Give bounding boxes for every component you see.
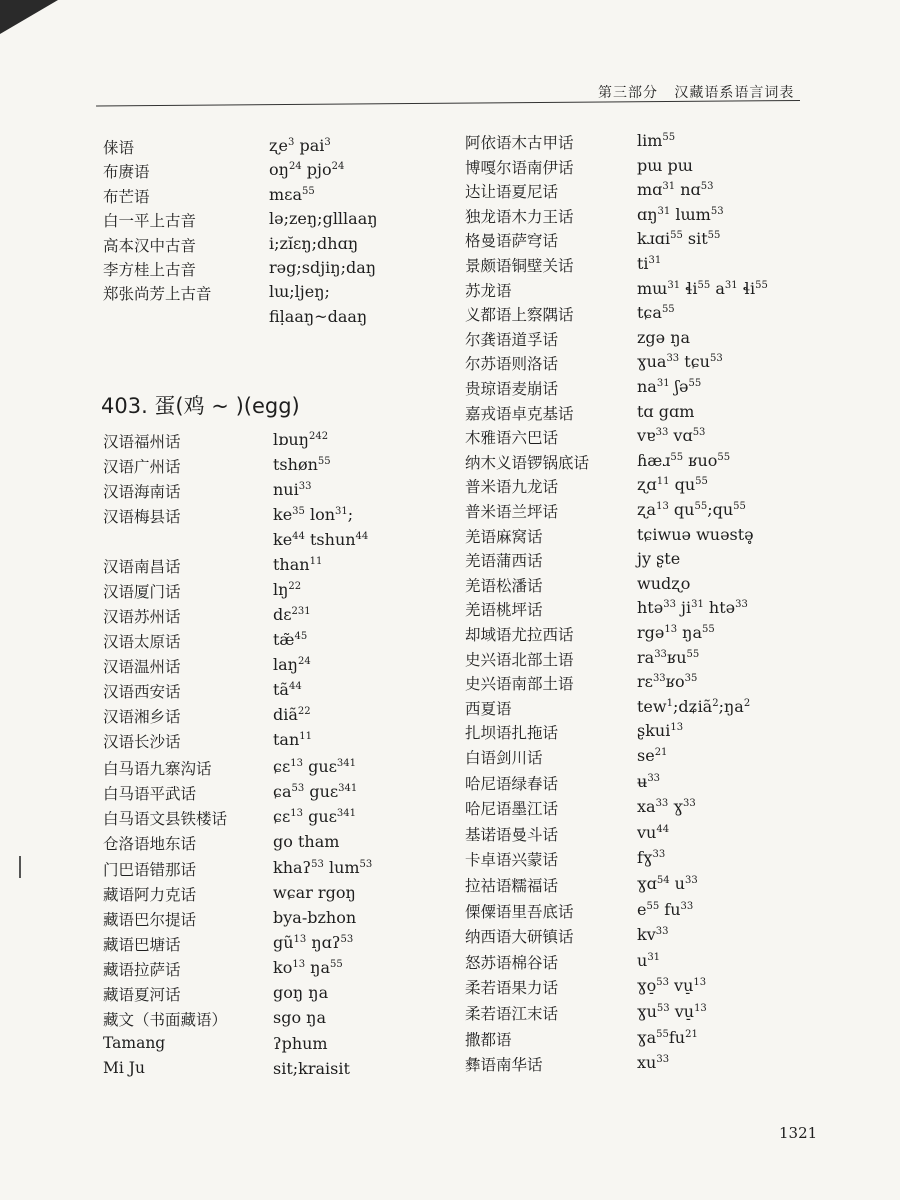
word-form: jy ʂte — [637, 549, 681, 569]
word-form: tɕiwuə wuəstə̥ — [637, 524, 754, 544]
language-name: 汉语广州话 — [103, 458, 181, 476]
header-title: 汉藏语系语言词表 — [674, 85, 795, 101]
word-form: $ke^{35}$ lon$^{31}$; — [273, 505, 354, 524]
word-form: ɑŋ$^{31}$ lɯm$^{53}$ — [637, 204, 724, 224]
page-corner-shadow — [0, 0, 58, 34]
language-name: Tamang — [103, 1033, 166, 1052]
word-form: ɣɑ$^{54}$ $u^{33}$ — [637, 874, 698, 893]
word-form: rgə$^{13}$ $ŋa^{55}$ — [637, 623, 715, 642]
word-form: ɕɛ$^{13}$ guɛ$^{341}$ — [273, 807, 356, 827]
word-form: dɛ$^{231}$ — [273, 605, 311, 624]
language-name: 嘉戎语卓克基话 — [465, 404, 574, 423]
word-form: tɕa$^{55}$ — [637, 303, 675, 323]
word-form: tshøn$^{55}$ — [273, 455, 331, 474]
language-name: 尔龚语道孚话 — [465, 330, 559, 349]
language-name: 藏语巴尔提话 — [103, 910, 197, 929]
language-name: 达让语夏尼话 — [465, 183, 559, 202]
language-name: 白马语文县铁楼话 — [103, 810, 228, 829]
word-form: kɹɑi$^{55}$ sit$^{55}$ — [637, 229, 721, 249]
language-name: 白一平上古音 — [103, 212, 197, 231]
word-form: $u^{31}$ — [637, 950, 661, 970]
language-name: 郑张尚芳上古音 — [103, 285, 212, 304]
word-form: lɒuŋ$^{242}$ — [273, 430, 329, 449]
language-name: 拉祜语糯福话 — [465, 877, 559, 895]
language-name: 汉语西安话 — [103, 683, 181, 701]
word-form: $ra^{33}ʁu^{55}$ — [637, 647, 700, 667]
word-form: rɛ$^{33}$ʁo$^{35}$ — [637, 672, 698, 692]
running-header — [598, 82, 794, 102]
word-form: ɕɛ$^{13}$ guɛ$^{341}$ — [273, 756, 356, 776]
word-form: $se^{21}$ — [637, 746, 668, 765]
word-form: mɛa$^{55}$ — [269, 184, 315, 204]
language-name: 卡卓语兴蒙话 — [465, 851, 559, 870]
word-form: $xa^{33}$ ɣ$^{33}$ — [637, 797, 696, 817]
word-form: vɐ$^{33}$ vɑ$^{53}$ — [637, 426, 706, 446]
word-form: zgə ŋa — [637, 327, 691, 347]
word-form: $ti^{31}$ — [637, 254, 662, 273]
language-name: 却域语尤拉西话 — [465, 626, 574, 644]
word-form: $oŋ^{24}$ pjo$^{24}$ — [269, 160, 345, 180]
language-name: 纳木义语锣锅底话 — [465, 453, 590, 472]
word-form: lə;zeŋ;glllaaŋ — [269, 209, 378, 229]
language-name: 阿依语木古甲话 — [465, 134, 574, 152]
language-name: 汉语福州话 — [103, 433, 181, 451]
language-name: Mi Ju — [103, 1058, 145, 1077]
header-part: 第三部分 — [598, 85, 658, 101]
word-form: ɦæɹ$^{55}$ ʁuo$^{55}$ — [637, 450, 731, 470]
section-title: 403. 蛋(鸡 ~ )(egg) — [101, 394, 300, 418]
word-form: $tew^1;dʑiã^2;ŋa^2$ — [637, 696, 751, 716]
word-form: ɣo̠$^{53}$ vu̠$^{13}$ — [637, 976, 707, 996]
language-name: 史兴语北部土语 — [465, 650, 574, 669]
word-form: ɣu$^{53}$ vu̠$^{13}$ — [637, 1002, 707, 1021]
language-name: 贵琼语麦崩话 — [465, 380, 559, 398]
word-form: $xu^{33}$ — [637, 1053, 670, 1073]
word-form: $kv^{33}$ — [637, 925, 669, 945]
word-form: $na^{31}$ ʃə$^{55}$ — [637, 377, 702, 396]
word-form: $ko^{13}$ $ŋa^{55}$ — [273, 958, 343, 978]
language-name: 汉语厦门话 — [103, 583, 181, 601]
word-form: $vu^{44}$ — [637, 822, 670, 842]
word-form: $tã^{44}$ — [273, 680, 302, 699]
word-form: wudʐo — [637, 573, 691, 593]
word-form: pɯ pɯ — [637, 155, 693, 175]
language-name: 汉语梅县话 — [103, 508, 181, 526]
language-name: 俫语 — [103, 139, 135, 157]
language-name: 史兴语南部土语 — [465, 675, 574, 694]
language-name: 景颇语铜壁关话 — [465, 257, 574, 275]
language-name: 彝语南华话 — [465, 1056, 543, 1075]
word-form: $\lim^{55}$ — [637, 131, 676, 150]
language-name: 藏语拉萨话 — [103, 961, 181, 980]
word-form: lɯ;ljeŋ; — [269, 282, 330, 302]
language-name: 哈尼语绿春话 — [465, 774, 559, 793]
language-name: 藏文（书面藏语） — [103, 1011, 228, 1030]
word-form: laŋ$^{24}$ — [273, 655, 311, 674]
word-form: sgo ŋa — [273, 1008, 327, 1028]
word-form: $lŋ^{22}$ — [273, 580, 302, 599]
word-form: ɕa$^{53}$ guɛ$^{341}$ — [273, 782, 358, 802]
language-name: 仓洛语地东话 — [103, 835, 197, 854]
margin-mark — [19, 856, 21, 878]
word-form: diã$^{22}$ — [273, 705, 311, 724]
word-form: tɑ gɑm — [637, 401, 695, 421]
page-number: 1321 — [779, 1124, 818, 1142]
word-form: go tham — [273, 832, 340, 852]
language-name: 高本汉中古音 — [103, 236, 197, 255]
language-name: 羌语松潘话 — [465, 576, 543, 595]
language-name: 白马语平武话 — [103, 785, 197, 804]
language-name: 柔若语江末话 — [465, 1005, 559, 1023]
word-form: $ke^{44}$ tshun$^{44}$ — [273, 530, 369, 549]
language-name: 汉语海南话 — [103, 483, 181, 501]
language-name: 撒都语 — [465, 1030, 512, 1049]
language-name: 格曼语萨穹话 — [465, 232, 559, 251]
language-name: 柔若语果力话 — [465, 979, 559, 998]
language-name: 藏语巴塘话 — [103, 936, 181, 954]
language-name: 羌语麻窝话 — [465, 527, 543, 546]
language-name: 白语剑川话 — [465, 749, 543, 767]
header-rule — [96, 100, 800, 107]
language-name: 义都语上察隅话 — [465, 306, 574, 325]
word-form: ʂkui$^{13}$ — [637, 721, 684, 741]
word-form: ɣua$^{33}$ tɕu$^{53}$ — [637, 352, 723, 372]
word-form: khaʔ$^{53}$ lum$^{53}$ — [273, 857, 373, 877]
word-form: ʐa$^{13}$ $qu^{55};qu^{55}$ — [637, 500, 746, 519]
language-name: 汉语太原话 — [103, 633, 181, 651]
word-form: than$^{11}$ — [273, 555, 323, 574]
word-form: sit;kraisit — [273, 1058, 350, 1078]
language-name: 汉语苏州话 — [103, 608, 181, 626]
language-name: 博嘎尔语南伊话 — [465, 158, 574, 177]
language-name: 普米语兰坪话 — [465, 503, 559, 521]
language-name: 苏龙语 — [465, 281, 512, 300]
language-name: 藏语阿力克话 — [103, 885, 197, 904]
language-name: 哈尼语墨江话 — [465, 800, 559, 819]
language-name: 扎坝语扎拖话 — [465, 724, 559, 743]
language-name: 汉语湘乡话 — [103, 708, 181, 726]
word-form: bya-bzhon — [273, 907, 357, 927]
language-name: 尔苏语则洛话 — [465, 355, 559, 374]
language-name: 纳西语大研镇话 — [465, 928, 574, 947]
language-name: 汉语长沙话 — [103, 733, 181, 751]
word-form: $e^{55}$ $fu^{33}$ — [637, 899, 694, 919]
word-form: ʐe$^3$ pai$^3$ — [269, 136, 331, 155]
language-name: 普米语九龙话 — [465, 478, 559, 497]
language-name: 汉语南昌话 — [103, 558, 181, 576]
language-name: 木雅语六巴话 — [465, 429, 559, 448]
word-form: $\tan^{11}$ — [273, 730, 313, 749]
language-name: 布赓语 — [103, 163, 150, 182]
language-name: 布芒语 — [103, 187, 150, 206]
language-name: 傈僳语里吾底话 — [465, 902, 574, 921]
word-form: $ɣa^{55}fu^{21}$ — [637, 1027, 698, 1047]
word-form: ʉ$^{33}$ — [637, 771, 661, 791]
word-form: mɯ$^{31}$ ɬi$^{55}$ $a^{31}$ ɬi$^{55}$ — [637, 278, 768, 298]
language-name: 西夏语 — [465, 699, 512, 718]
word-form: nui$^{33}$ — [273, 480, 312, 499]
word-form: mɑ$^{31}$ nɑ$^{53}$ — [637, 180, 714, 200]
word-form: wɕar rgoŋ — [273, 882, 356, 902]
word-form: ʐɑ$^{11}$ $qu^{55}$ — [637, 475, 708, 495]
language-name: 羌语桃坪话 — [465, 601, 543, 620]
language-name: 白马语九寨沟话 — [103, 759, 212, 778]
word-form: rəg;sdjiŋ;daŋ — [269, 258, 377, 277]
language-name: 基诺语曼斗话 — [465, 825, 559, 844]
word-form: ʔphum — [273, 1033, 328, 1053]
language-name: 李方桂上古音 — [103, 261, 197, 279]
language-name: 羌语蒲西话 — [465, 552, 543, 571]
word-form: htə$^{33}$ $ji^{31}$ htə$^{33}$ — [637, 598, 748, 618]
word-form: fɣ$^{33}$ — [637, 848, 666, 868]
word-form: i;zĭɛŋ;dhɑŋ — [269, 233, 359, 253]
language-name: 藏语夏河话 — [103, 986, 181, 1005]
word-form: fiḷaaŋ~daaŋ — [269, 306, 368, 326]
language-name: 独龙语木力王话 — [465, 207, 574, 226]
language-name: 汉语温州话 — [103, 658, 181, 676]
language-name: 门巴语错那话 — [103, 860, 197, 879]
language-name: 怒苏语棉谷话 — [465, 953, 559, 972]
word-form: tæ̃$^{45}$ — [273, 630, 308, 649]
word-form: $gũ^{13}$ ŋɑʔ$^{53}$ — [273, 933, 354, 952]
word-form: goŋ ŋa — [273, 983, 329, 1003]
